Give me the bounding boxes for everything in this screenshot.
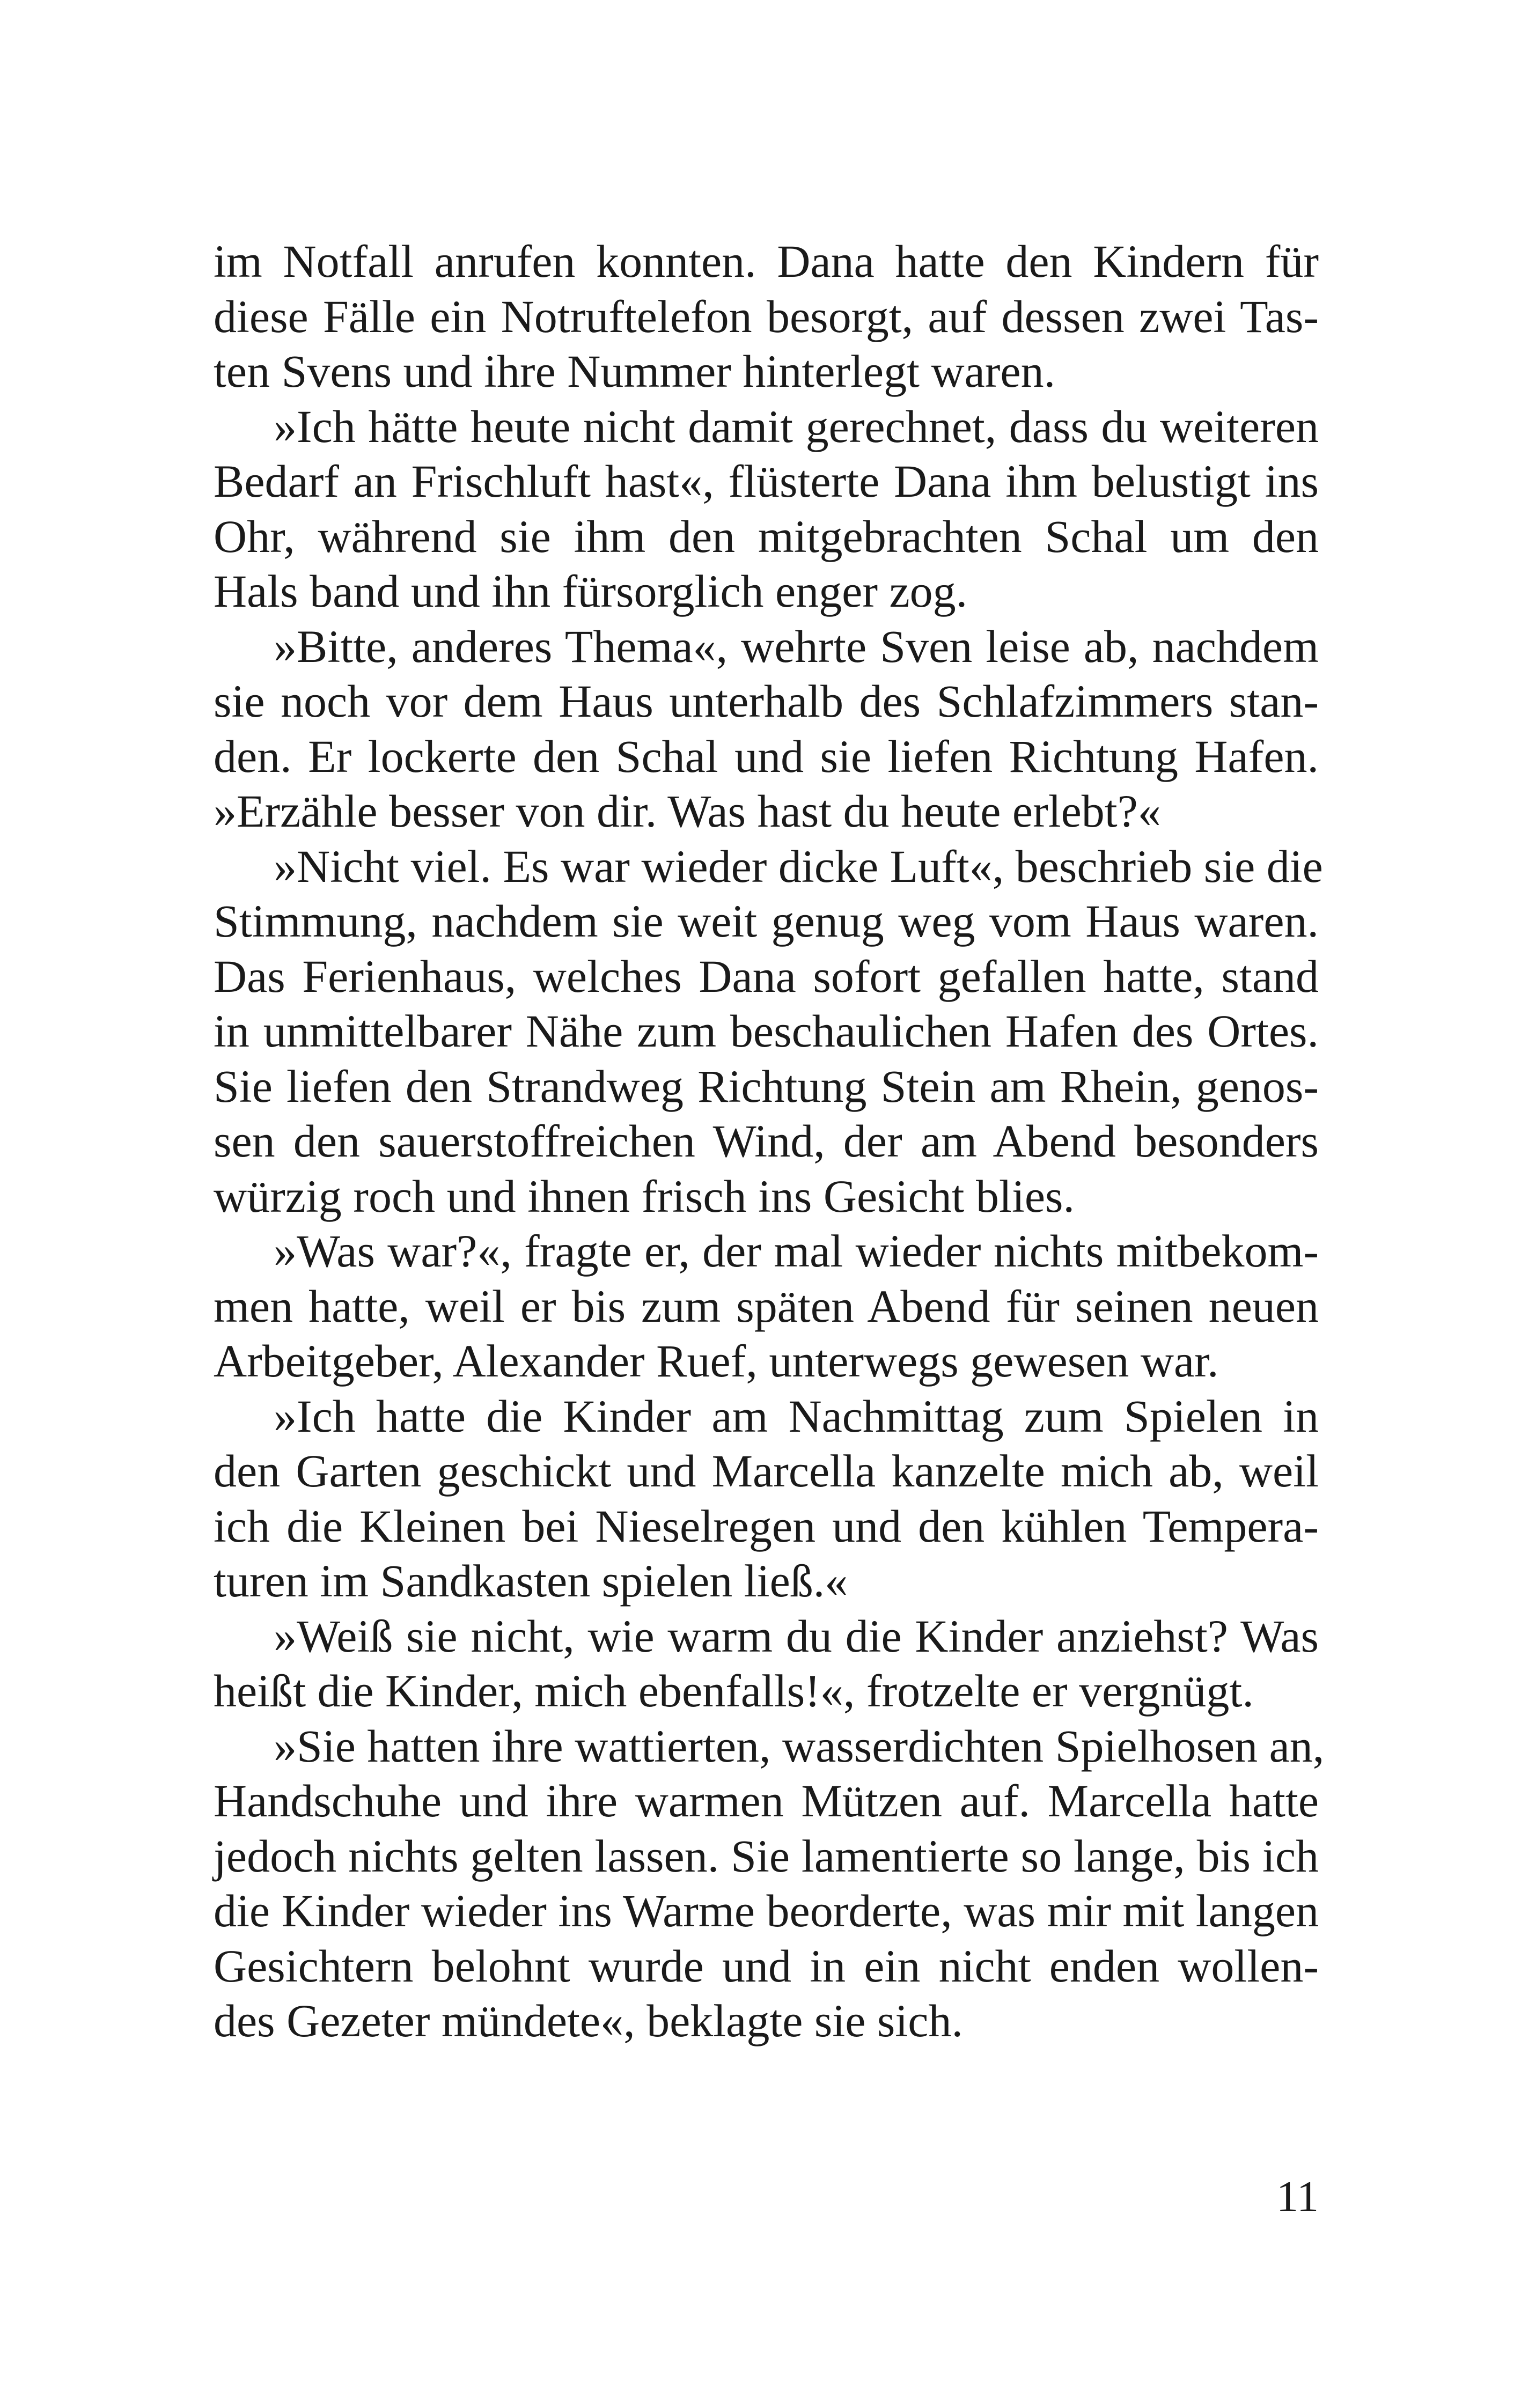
text-line: jedoch nichts gelten lassen. Sie lamentierte so lange, bis ich — [214, 1830, 1319, 1882]
text-line: Arbeitgeber, Alexander Ruef, unterwegs gewesen war. — [214, 1335, 1219, 1387]
text-line: turen im Sandkasten spielen ließ.« — [214, 1555, 848, 1607]
text-line: »Sie hatten ihre wattierten, wasserdichten Spielhosen an, — [274, 1720, 1325, 1772]
text-line: Gesichtern belohnt wurde und in ein nicht enden wollen- — [214, 1940, 1319, 1992]
text-line: diese Fälle ein Notruftelefon besorgt, auf dessen zwei Tas- — [214, 290, 1319, 342]
text-line: »Ich hatte die Kinder am Nachmittag zum Spielen in — [274, 1390, 1319, 1442]
text-line: in unmittelbarer Nähe zum beschaulichen Hafen des Ortes. — [214, 1005, 1319, 1057]
text-line: den. Er lockerte den Schal und sie liefen Richtung Hafen. — [214, 730, 1319, 782]
text-line: »Nicht viel. Es war wieder dicke Luft«, beschrieb sie die — [274, 840, 1323, 892]
text-line: »Weiß sie nicht, wie warm du die Kinder anziehst? Was — [274, 1610, 1319, 1662]
text-line: »Was war?«, fragte er, der mal wieder nichts mitbekom- — [274, 1225, 1319, 1277]
text-line: »Bitte, anderes Thema«, wehrte Sven leise ab, nachdem — [274, 620, 1319, 672]
text-line: men hatte, weil er bis zum späten Abend für seinen neuen — [214, 1280, 1319, 1332]
text-line: sen den sauerstoffreichen Wind, der am Abend besonders — [214, 1115, 1319, 1167]
text-line: Bedarf an Frischluft hast«, flüsterte Dana ihm belustigt ins — [214, 455, 1319, 507]
text-line: würzig roch und ihnen frisch ins Gesicht blies. — [214, 1170, 1075, 1222]
text-line: Hals band und ihn fürsorglich enger zog. — [214, 565, 968, 617]
text-line: »Erzähle besser von dir. Was hast du heute erlebt?« — [214, 785, 1161, 837]
text-line: sie noch vor dem Haus unterhalb des Schlafzimmers stan- — [214, 675, 1319, 727]
text-line: »Ich hätte heute nicht damit gerechnet, dass du weiteren — [274, 400, 1319, 452]
text-line: Handschuhe und ihre warmen Mützen auf. Marcella hatte — [214, 1775, 1319, 1827]
page-number: 11 — [1276, 2172, 1319, 2221]
text-line: Das Ferienhaus, welches Dana sofort gefallen hatte, stand — [214, 950, 1319, 1002]
text-line: heißt die Kinder, mich ebenfalls!«, frotzelte er vergnügt. — [214, 1665, 1254, 1717]
text-line: des Gezeter mündete«, beklagte sie sich. — [214, 1995, 963, 2046]
text-line: ten Svens und ihre Nummer hinterlegt waren. — [214, 345, 1056, 397]
text-line: Ohr, während sie ihm den mitgebrachten Schal um den — [214, 510, 1319, 562]
text-line: ich die Kleinen bei Nieselregen und den kühlen Tempera- — [214, 1500, 1319, 1552]
text-line: im Notfall anrufen konnten. Dana hatte den Kindern für — [214, 235, 1319, 287]
text-line: den Garten geschickt und Marcella kanzelte mich ab, weil — [214, 1445, 1319, 1497]
text-line: Stimmung, nachdem sie weit genug weg vom Haus waren. — [214, 895, 1319, 947]
text-line: die Kinder wieder ins Warme beorderte, was mir mit langen — [214, 1885, 1319, 1936]
body-text — [214, 234, 1325, 2049]
text-line: Sie liefen den Strandweg Richtung Stein am Rhein, genos- — [214, 1060, 1319, 1112]
